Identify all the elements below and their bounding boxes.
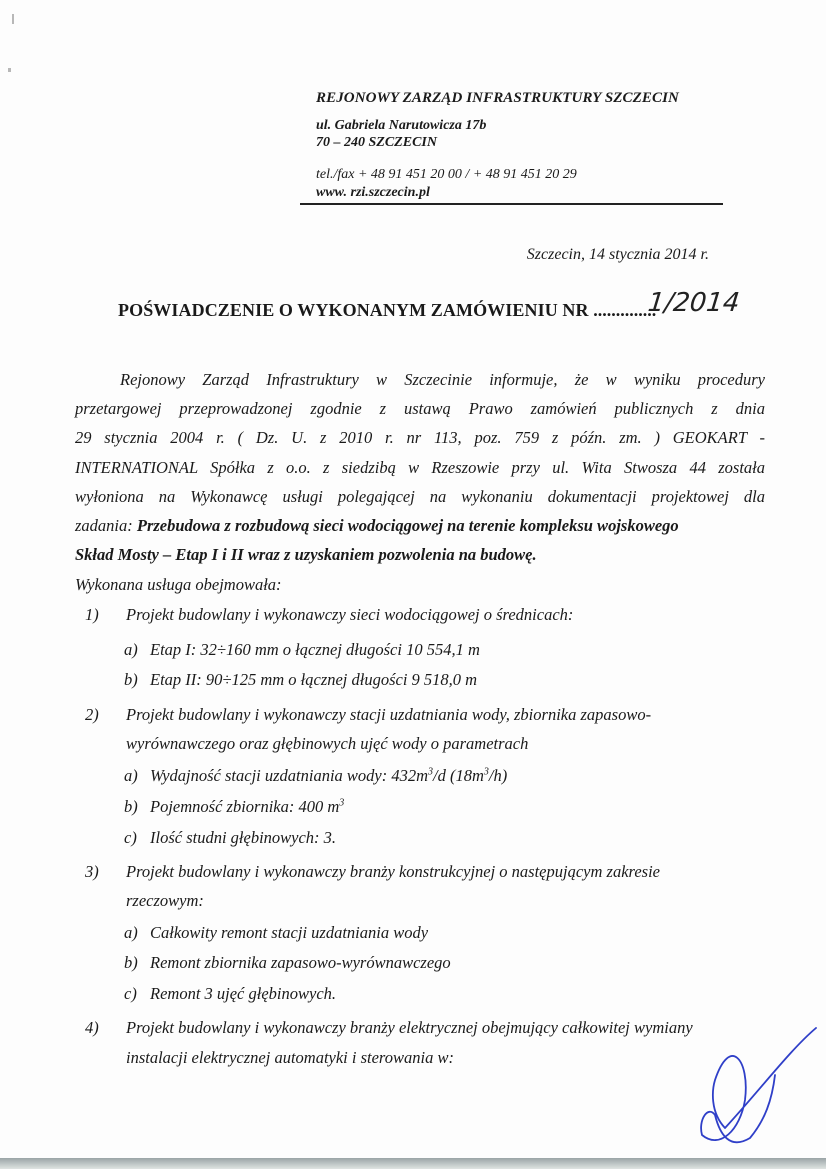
scan-speck <box>12 14 14 24</box>
subitem-number: c) <box>124 984 137 1003</box>
subitem-text: Ilość studni głębinowych: 3. <box>150 828 337 847</box>
task-label: zadania: <box>75 516 137 535</box>
subitem-number: b) <box>124 797 138 816</box>
subitem-text: Pojemność zbiornika: 400 $m^3$ <box>150 797 345 816</box>
item-text: Projekt budowlany i wykonawczy sieci wodociągowej o średnicach: <box>126 605 574 624</box>
subitem-text: Etap I: 32÷160 mm o łącznej długości 10 554,1 m <box>150 640 480 659</box>
item-text-continued: rzeczowym: <box>126 891 204 910</box>
item-text: Projekt budowlany i wykonawczy stacji uzdatniania wody, zbiornika zapasowo- <box>126 705 652 724</box>
subitem-number: b) <box>124 670 138 689</box>
document-title <box>118 300 656 321</box>
intro-task-line <box>75 516 679 536</box>
item-number: 1) <box>85 605 99 624</box>
intro-line: INTERNATIONAL Spółka z o.o. z siedzibą w Rzeszowie przy ul. Wita Stwosza 44 została <box>75 458 765 477</box>
item-text: Projekt budowlany i wykonawczy branży konstrukcyjnej o następującym zakresie <box>126 862 660 881</box>
item-number: 4) <box>85 1018 99 1037</box>
handwritten-order-number: 1/2014 <box>646 288 742 318</box>
letterhead-divider <box>300 203 723 205</box>
subitem-text: Całkowity remont stacji uzdatniania wody <box>150 923 429 942</box>
subitem-text: Etap II: 90÷125 mm o łącznej długości 9 518,0 m <box>150 670 478 689</box>
scan-bottom-edge <box>0 1158 826 1169</box>
intro-line: 29 stycznia 2004 r. ( Dz. U. z 2010 r. nr 113, poz. 759 z późn. zm. ) GEOKART - <box>75 428 765 447</box>
document-date: Szczecin, 14 stycznia 2014 r. <box>526 246 709 263</box>
letterhead-street: ul. Gabriela Narutowicza 17b <box>316 118 487 133</box>
item-text: Projekt budowlany i wykonawczy branży elektrycznej obejmujący całkowitej wymiany <box>126 1018 693 1037</box>
task-name-continued: Skład Mosty – Etap I i II wraz z uzyskaniem pozwolenia na budowę. <box>75 545 537 564</box>
title-number-dots: .............. <box>593 300 657 320</box>
item-number: 3) <box>85 862 99 881</box>
subitem-number: a) <box>124 766 138 785</box>
intro-line: Rejonowy Zarząd Infrastruktury w Szczecinie informuje, że w wyniku procedury <box>120 370 765 389</box>
subitem-number: b) <box>124 953 138 972</box>
title-text: POŚWIADCZENIE O WYKONANYM ZAMÓWIENIU NR <box>118 300 594 320</box>
item-text-continued: wyrównawczego oraz głębinowych ujęć wody o parametrach <box>126 734 529 753</box>
intro-line: wyłoniona na Wykonawcę usługi polegającej na wykonaniu dokumentacji projektowej dla <box>75 487 765 506</box>
subitem-text: Remont zbiornika zapasowo-wyrównawczego <box>150 953 451 972</box>
signature-icon <box>690 1020 826 1165</box>
item-text-continued: instalacji elektrycznej automatyki i sterowania w: <box>126 1048 454 1067</box>
subitem-text: Remont 3 ujęć głębinowych. <box>150 984 337 1003</box>
letterhead-phone: tel./fax + 48 91 451 20 00 / + 48 91 451 20 29 <box>316 167 577 182</box>
subitem-text: Wydajność stacji uzdatniania wody: $432m^3/d$ $(18m^3/h)$ <box>150 766 508 785</box>
intro-line: przetargowej przeprowadzonej zgodnie z ustawą Prawo zamówień publicznych z dnia <box>75 399 765 418</box>
task-name: Przebudowa z rozbudową sieci wodociągowej na terenie kompleksu wojskowego <box>136 516 679 535</box>
letterhead-website: www. rzi.szczecin.pl <box>316 185 430 200</box>
letterhead-organization: REJONOWY ZARZĄD INFRASTRUKTURY SZCZECIN <box>316 90 679 106</box>
item-number: 2) <box>85 705 99 724</box>
subitem-number: a) <box>124 923 138 942</box>
scan-speck <box>8 68 11 72</box>
scope-heading: Wykonana usługa obejmowała: <box>75 575 282 594</box>
letterhead-city: 70 – 240 SZCZECIN <box>316 135 437 150</box>
subitem-number: a) <box>124 640 138 659</box>
subitem-number: c) <box>124 828 137 847</box>
